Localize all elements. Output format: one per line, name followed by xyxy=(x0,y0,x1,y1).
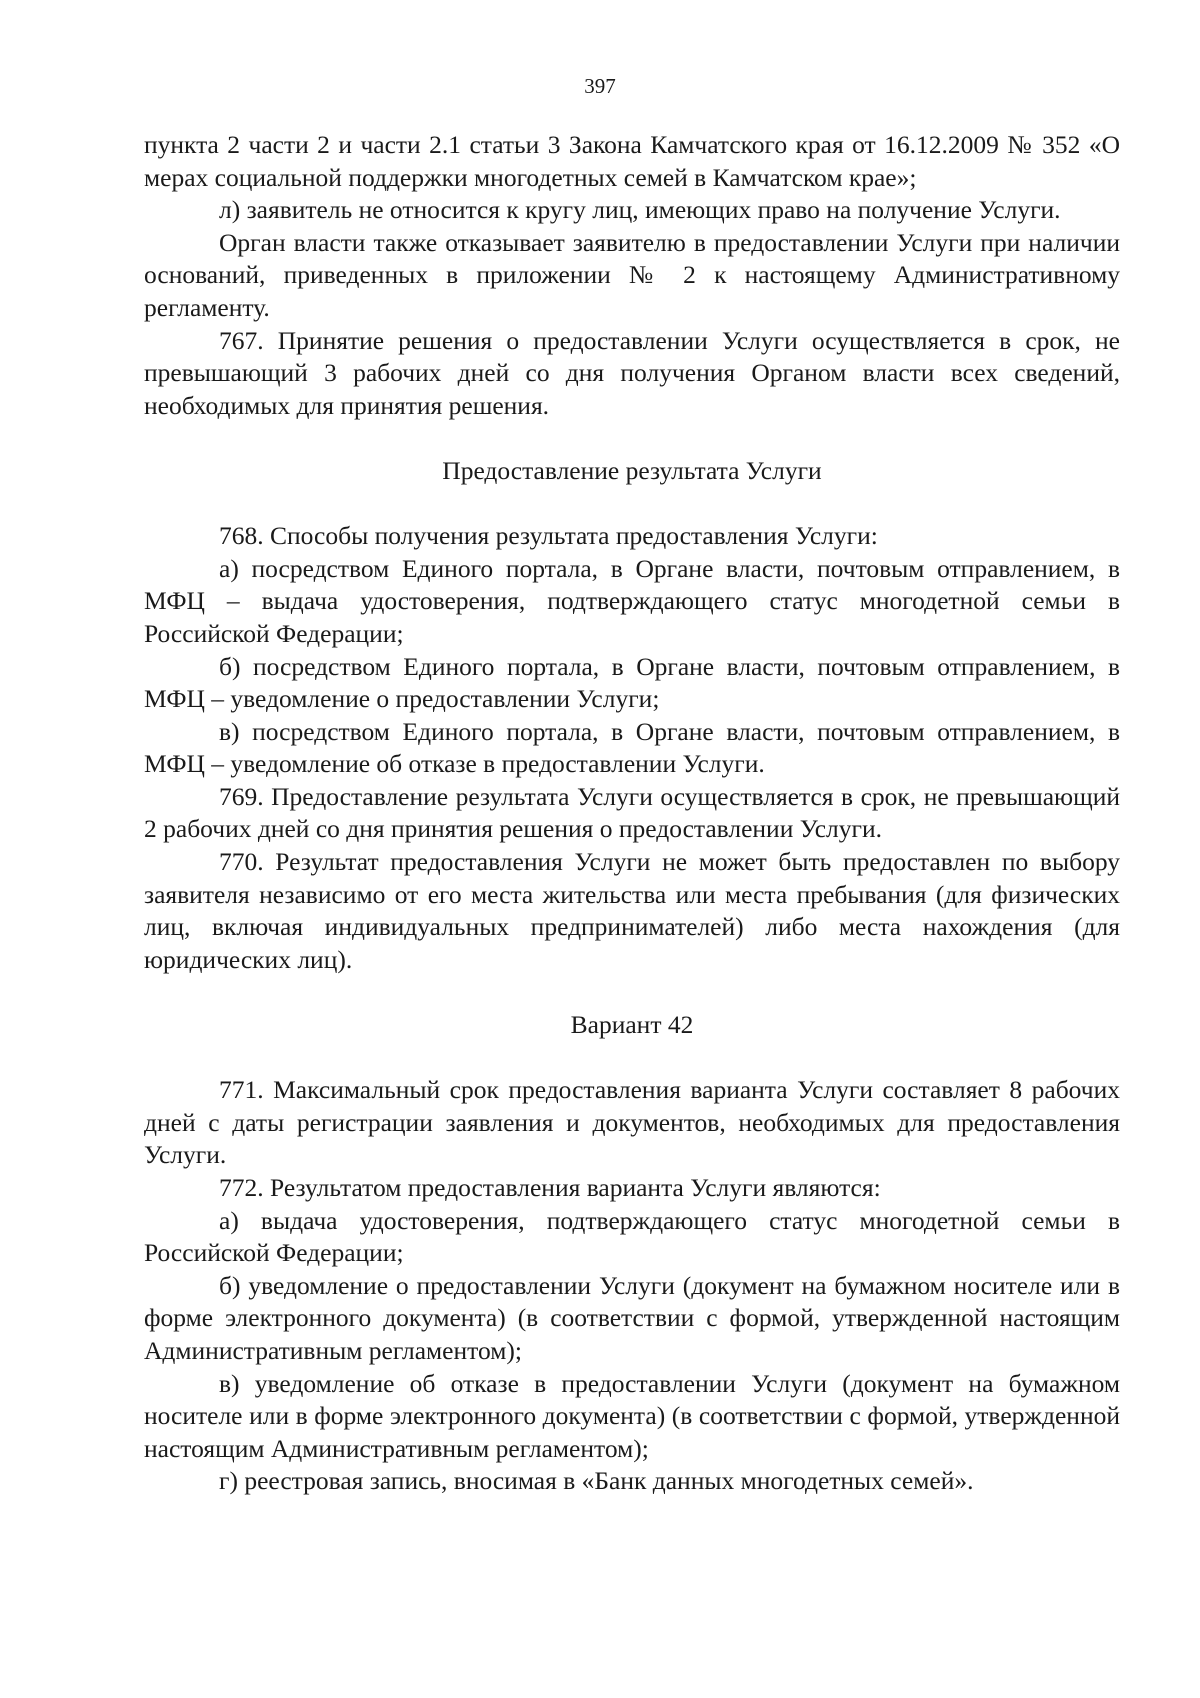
spacer xyxy=(144,422,1120,455)
paragraph-772-g: г) реестровая запись, вносимая в «Банк данных многодетных семей». xyxy=(219,1466,974,1496)
spacer xyxy=(144,976,1120,1009)
paragraph-771: 771. Максимальный срок предоставления варианта Услуги составляет 8 рабочих дней с даты регистрации заявления и документов, необходимых для предоставления Услуги. xyxy=(144,1075,1120,1170)
paragraph-767: 767. Принятие решения о предоставлении Услуги осуществляется в срок, не превышающий 3 рабочих дней со дня получения Органом власти всех сведений, необходимых для принятия решения. xyxy=(144,325,1120,420)
paragraph-772-a: а) выдача удостоверения, подтверждающего статус многодетной семьи в Российской Федерации; xyxy=(144,1205,1120,1268)
paragraph-refusal-grounds: Орган власти также отказывает заявителю в предоставлении Услуги при наличии оснований, приведенных в приложении № 2 к настоящему Административному регламенту. xyxy=(144,227,1120,322)
paragraph-item-l: л) заявитель не относится к кругу лиц, имеющих право на получение Услуги. xyxy=(219,195,1061,225)
paragraph-772: 772. Результатом предоставления варианта Услуги являются: xyxy=(219,1173,881,1202)
document-body xyxy=(144,129,1120,1498)
paragraph-770: 770. Результат предоставления Услуги не может быть предоставлен по выбору заявителя независимо от его места жительства или места пребывания (для физических лиц, включая индивидуальных предпринимателей) либо места нахождения (для юридических лиц). xyxy=(144,847,1120,974)
paragraph-772-v: в) уведомление об отказе в предоставлении Услуги (документ на бумажном носителе или в форме электронного документа) (в соответствии с формой, утвержденной настоящим Административным регламентом); xyxy=(144,1368,1120,1463)
paragraph-768-a: а) посредством Единого портала, в Органе власти, почтовым отправлением, в МФЦ – выдача удостоверения, подтверждающего статус многодетной семьи в Российской Федерации; xyxy=(144,553,1120,648)
spacer xyxy=(144,488,1120,521)
page-number: 397 xyxy=(584,74,616,98)
paragraph-768-b: б) посредством Единого портала, в Органе власти, почтовым отправлением, в МФЦ – уведомление о предоставлении Услуги; xyxy=(144,651,1120,714)
section-heading-result: Предоставление результата Услуги xyxy=(442,455,822,485)
paragraph-768-v: в) посредством Единого портала, в Органе власти, почтовым отправлением, в МФЦ – уведомление об отказе в предоставлении Услуги. xyxy=(144,716,1120,779)
paragraph-law-reference: пункта 2 части 2 и части 2.1 статьи 3 Закона Камчатского края от 16.12.2009 № 352 «О мерах социальной поддержки многодетных семей в Камчатском крае»; xyxy=(144,130,1120,192)
section-heading-variant-42: Вариант 42 xyxy=(570,1010,694,1040)
paragraph-769: 769. Предоставление результата Услуги осуществляется в срок, не превышающий 2 рабочих дней со дня принятия решения о предоставлении Услуги. xyxy=(144,781,1120,844)
spacer xyxy=(144,1042,1120,1075)
paragraph-772-b: б) уведомление о предоставлении Услуги (документ на бумажном носителе или в форме электронного документа) (в соответствии с формой, утвержденной настоящим Административным регламентом); xyxy=(144,1270,1120,1365)
paragraph-768: 768. Способы получения результата предоставления Услуги: xyxy=(219,521,878,551)
